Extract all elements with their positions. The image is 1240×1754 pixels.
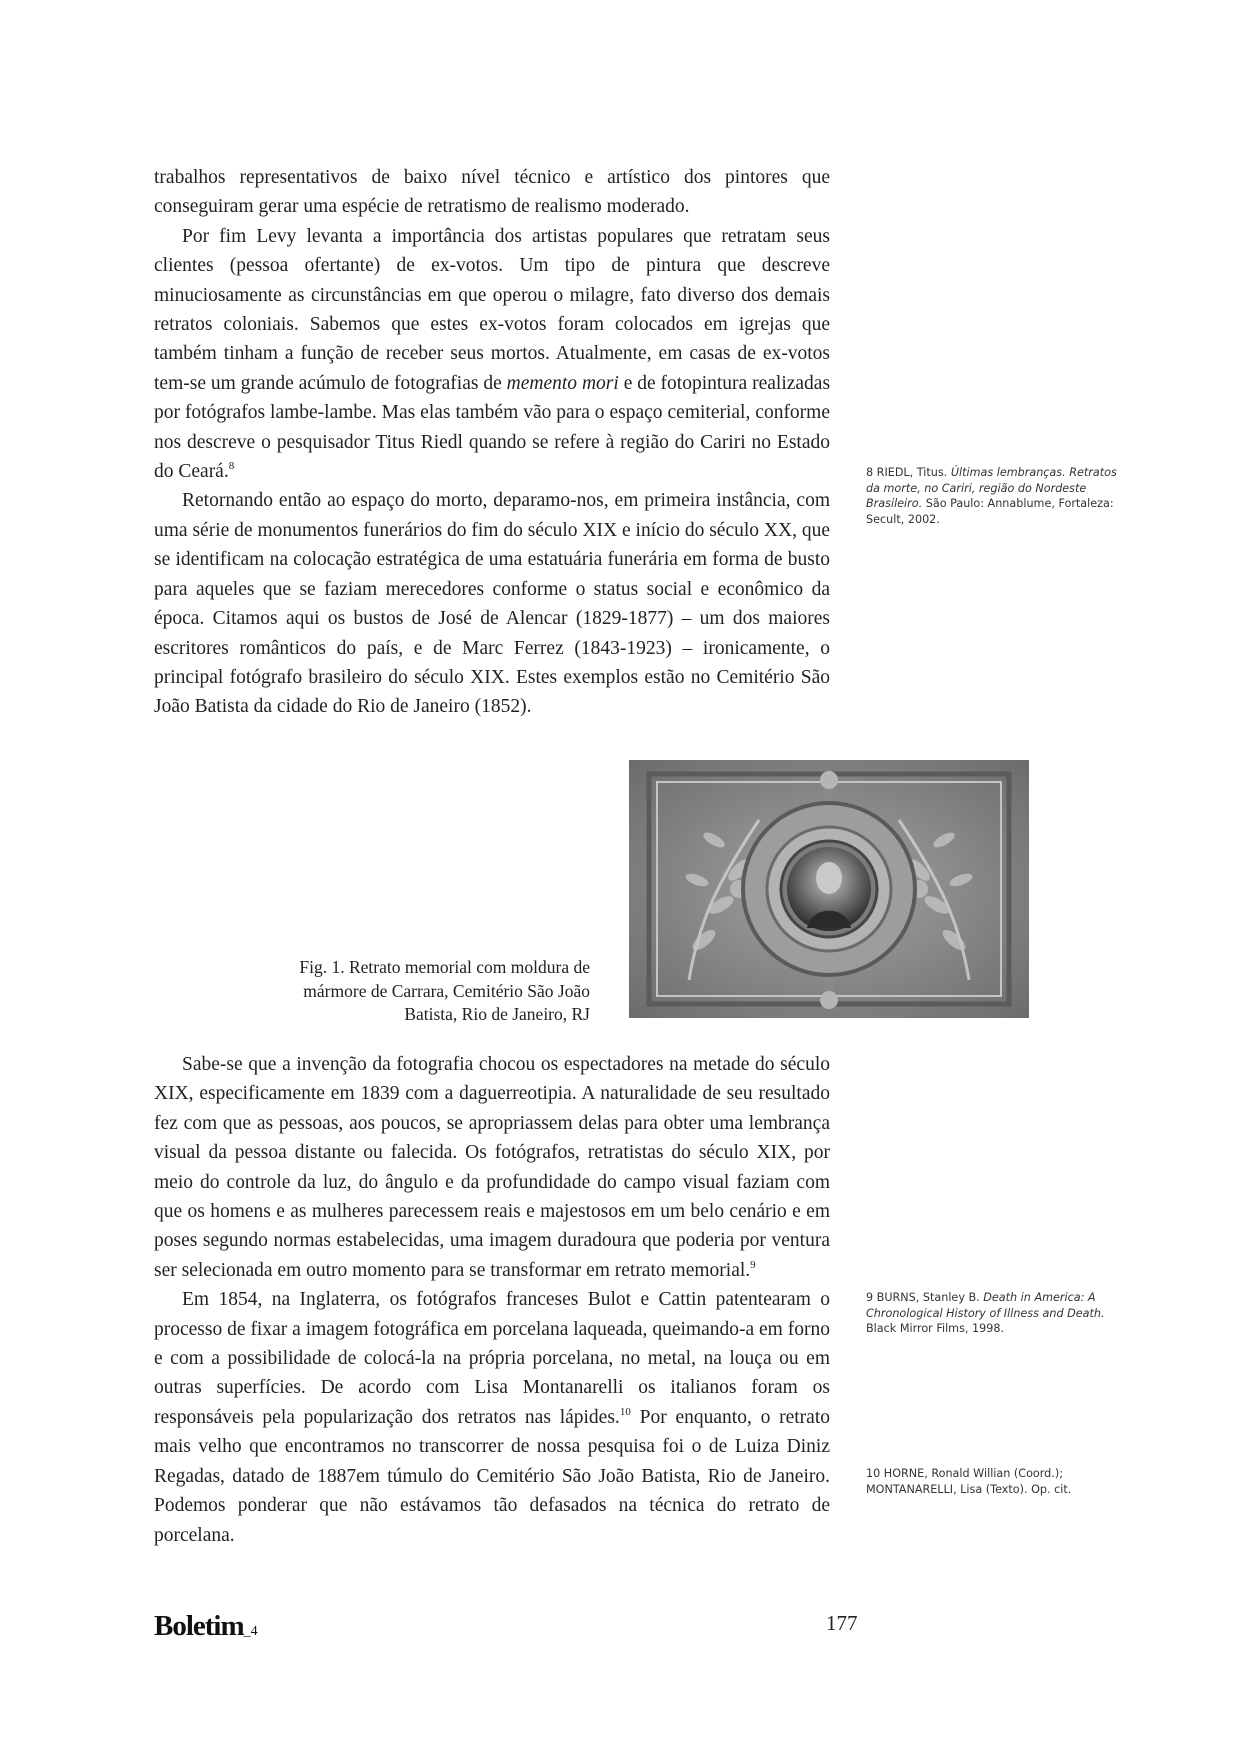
footnote-ref-10: 10	[619, 1405, 631, 1418]
paragraph-5: Em 1854, na Inglaterra, os fotógrafos franceses Bulot e Cattin patentearam o processo de fixar a imagem fotográfica em porcelana laqueada, queimando-a em forno e com a possibilidade de colocá-la na própria porcelana, no metal, na louça ou em outras superfícies. De acordo com Lisa Montanarelli os italianos foram os responsáveis pela popularização dos retratos nas lápides.$^{10}$ Por enquanto, o retrato mais velho que encontramos no transcorrer de nossa pesquisa foi o de Luiza Diniz Regadas, datado de 1887em túmulo do Cemitério São João Batista, Rio de Janeiro. Podemos ponderar que não estávamos tão defasados na técnica do retrato de porcelana.	[154, 1289, 831, 1546]
footnote-ref-8: 8	[228, 460, 235, 473]
page-number: 177	[826, 1611, 858, 1635]
side-note-8: 8 RIEDL, Titus. Últimas lembranças. Retratos da morte, no Cariri, região do Nordeste Brasileiro. São Paulo: Annablume, Fortaleza: Secult, 2002.	[866, 466, 1117, 526]
paragraph-2: Por fim Levy levanta a importância dos artistas populares que retratam seus clientes (pessoa ofertante) de ex-votos. Um tipo de pintura que descreve minuciosamente as circunstâncias em que operou o milagre, fato diverso dos demais retratos coloniais. Sabemos que estes ex-votos foram colocados em igrejas que também tinham a função de receber seus mortos. Atualmente, em casas de ex-votos tem-se um grande acúmulo de fotografias de memento mori e de fotopintura realizadas por fotógrafos lambe-lambe. Mas elas também vão para o espaço cemiterial, conforme nos descreve o pesquisador Titus Riedl quando se refere à região do Cariri no Estado do Ceará.$^8$	[154, 225, 831, 483]
body-text-bottom	[154, 1050, 830, 1550]
paragraph-1: trabalhos representativos de baixo nível técnico e artístico dos pintores que conseguiram gerar uma espécie de retratismo de realismo moderado.	[154, 167, 830, 218]
paragraph-3: Retornando então ao espaço do morto, deparamo-nos, em primeira instância, com uma série de monumentos funerários do fim do século XIX e início do século XX, que se identificam na colocação estratégica de uma estatuária funerária em forma de busto para aqueles que se faziam merecedores conforme o status social e econômico da época. Citamos aqui os bustos de José de Alencar (1829-1877) – um dos maiores escritores românticos do país, e de Marc Ferrez (1843-1923) – ironicamente, o principal fotógrafo brasileiro do século XIX. Estes exemplos estão no Cemitério São João Batista da cidade do Rio de Janeiro (1852).	[154, 490, 830, 718]
figure-caption: Fig. 1. Retrato memorial com moldura de mármore de Carrara, Cemitério São João Batista, Rio de Janeiro, RJ	[299, 957, 590, 1024]
footnote-ref-9: 9	[750, 1258, 756, 1271]
side-note-10: 10 HORNE, Ronald Willian (Coord.); MONTANARELLI, Lisa (Texto). Op. cit.	[866, 1467, 1072, 1496]
marble-frame-image	[629, 760, 1029, 1018]
paragraph-4: Sabe-se que a invenção da fotografia chocou os espectadores na metade do século XIX, especificamente em 1839 com a daguerreotipia. A naturalidade de seu resultado fez com que as pessoas, aos poucos, se apropriassem delas para obter uma lembrança visual da pessoa distante ou falecida. Os fotógrafos, retratistas do século XIX, por meio do controle da luz, do ângulo e da profundidade do campo visual faziam com que os homens e as mulheres parecessem reais e majestosos em um belo cenário e em poses segundo normas estabelecidas, uma imagem duradoura que poderia por ventura ser selecionada em outro momento para se transformar em retrato memorial.$^9$	[154, 1054, 830, 1281]
side-note-9: 9 BURNS, Stanley B. Death in America: A Chronological History of Illness and Death. Black Mirror Films, 1998.	[866, 1291, 1105, 1336]
journal-logo: Boletim_4	[154, 1610, 258, 1642]
body-text-top	[154, 163, 830, 722]
memorial-portrait-photo	[629, 760, 1029, 1018]
